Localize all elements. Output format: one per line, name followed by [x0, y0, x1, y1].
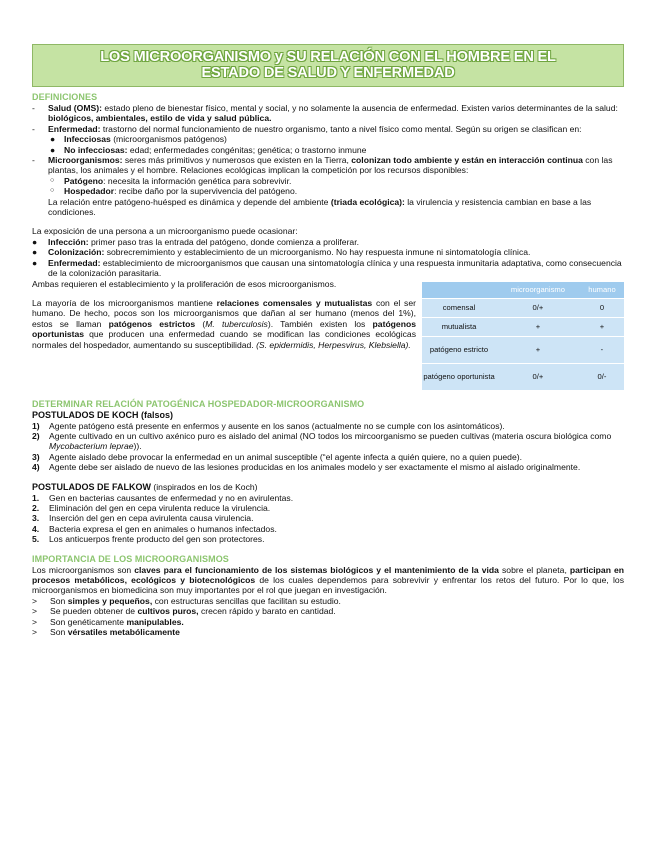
heading-definiciones: DEFINICIONES: [32, 92, 98, 102]
arrow-marker: >: [32, 627, 38, 637]
table-cell: 0/-: [580, 363, 624, 390]
table-row: [422, 363, 624, 390]
title-line-1: LOS MICROORGANISMO y SU RELACIÓN CON EL HOMBRE EN EL: [100, 49, 556, 65]
koch-item: 4) Agente debe ser aislado de nuevo de las lesiones producidas en los animales modelo y ser exactamente el mismo al aislado originalmente.: [32, 462, 581, 473]
bullet-icon: ●: [32, 257, 38, 268]
importancia-item: > Son genéticamente manipulables.: [32, 616, 184, 627]
table-header: humano: [580, 282, 624, 299]
koch-item: 1) Agente patógeno está presente en enfermos y ausente en los sanos (actualmente no se cumple con los asintomáticos).: [32, 420, 505, 431]
falkow-item: 5. Los anticuerpos frente producto del gen son protectores.: [32, 534, 265, 545]
table-cell: patógeno oportunista: [422, 363, 496, 390]
arrow-marker: >: [32, 616, 38, 627]
mayoria-paragraph: La mayoría de los microorganismos mantiene relaciones comensales y mutualistas con el ser humano. De hecho, pocos son los microorganismos que dañan al ser humano (menos del 1%), estos se llaman patógenos estrictos (M. tuberculosis). También existen los patógenos oportunistas que producen una enfermedad cuando se modifican las condiciones ecológicas normales del hospedador, aumentando su susceptibilidad. (S. epidermidis, Herpesvirus, Klebsiella).: [32, 297, 416, 350]
bullet-icon: ●: [32, 247, 38, 258]
bullet-icon: ●: [50, 134, 56, 145]
circle-bullet-icon: ○: [50, 187, 55, 195]
importancia-paragraph: Los microorganismos son claves para el funcionamiento de los sistemas biológicos y el mantenimiento de la vida sobre el planeta, participan en procesos metabólicos, ecológicos y biotecnológicos de los cuales dependemos para sobrevivir y enfrentar los retos del futuro. Por lo que, los microorganismos en biomedicina son muy importantes por el rol que juegan en investigación.: [32, 564, 625, 596]
table-header: microorganismo: [496, 282, 580, 299]
importancia-item: > Son simples y pequeños, con estructuras sencillas que facilitan su estudio.: [32, 595, 341, 606]
circle-bullet-icon: ○: [50, 176, 55, 184]
heading-koch-section: DETERMINAR RELACIÓN PATOGÉNICA HOSPEDADOR-MICROORGANISMO: [32, 398, 365, 409]
falkow-item: 4. Bacteria expresa el gen en animales o humanos infectados.: [32, 523, 277, 534]
def-microorganismos: - Microorganismos: seres más primitivos y numerosos que existen en la Tierra, colonizan todo ambiente y están en interacción continua con las plantas, los animales y el hombre. Relaciones ecológicas implican la competición por los recursos disponibles:: [32, 155, 613, 176]
def-hospedador: ○ Hospedador: recibe daño por la supervivencia del patógeno.: [50, 186, 298, 197]
table-cell: 0/+: [496, 363, 580, 390]
def-patogeno: ○ Patógeno: necesita la información genética para sobrevivir.: [50, 175, 292, 186]
subheading-koch: POSTULADOS DE KOCH (falsos): [32, 409, 174, 420]
bullet-icon: ●: [50, 144, 56, 155]
table-cell: +: [496, 336, 580, 363]
subheading-falkow: POSTULADOS DE FALKOW (inspirados en los de Koch): [32, 481, 258, 492]
mayoria-section: [32, 279, 624, 390]
table-cell: comensal: [422, 298, 496, 317]
exp-enfermedad: ● Enfermedad: establecimiento de microorganismos que causan una sintomatología clínica y una respuesta inmunitaria adaptativa, como consecuencia de la colonización parasitaria.: [32, 257, 622, 279]
dash-marker: -: [32, 103, 35, 113]
table-cell: patógeno estricto: [422, 336, 496, 363]
def-infecciosas: ● Infecciosas (microorganismos patógenos): [50, 134, 227, 145]
exposicion-intro: La exposición de una persona a un microorganismo puede ocasionar:: [32, 226, 298, 237]
title-line-2: ESTADO DE SALUD Y ENFERMEDAD: [201, 65, 455, 81]
table-row: [422, 336, 624, 363]
exp-infeccion: ● Infección: primer paso tras la entrada del patógeno, donde comienza a proliferar.: [32, 236, 359, 247]
table-header-row: [422, 282, 624, 299]
dash-marker: -: [32, 123, 35, 134]
koch-item: 2) Agente cultivado en un cultivo axénico puro es aislado del animal (NO todos los mircoorganismo se pueden cultivas (materia oscura biológica como Mycobacterium leprae)).: [32, 430, 612, 452]
document-page: [32, 44, 624, 637]
exp-ambas: Ambas requieren el establecimiento y la proliferación de esos microorganismos.: [32, 278, 337, 289]
dash-marker: -: [32, 155, 35, 166]
table-row: [422, 317, 624, 336]
falkow-item: 2. Eliminación del gen en cepa virulenta reduce la virulencia.: [32, 502, 271, 513]
exp-colonizacion: ● Colonización: sobrecremimiento y establecimiento de un microorganismo. No hay respuesta inmune ni sintomatología clínica.: [32, 247, 531, 258]
falkow-item: 3. Inserción del gen en cepa avirulenta causa virulencia.: [32, 513, 254, 524]
table-row: [422, 298, 624, 317]
koch-item: 3) Agente aislado debe provocar la enfermedad en un animal susceptible (“el agente infecta a quién quiere, no a quien puede).: [32, 451, 522, 462]
table-cell: mutualista: [422, 317, 496, 336]
def-no-infecciosas: ● No infecciosas: edad; enfermedades congénitas; genética; o trastorno inmune: [50, 144, 367, 155]
table-cell: +: [580, 317, 624, 336]
def-enfermedad: - Enfermedad: trastorno del normal funcionamiento de nuestro organismo, tanto a nivel físico como mental. Según su origen se clasifican en:: [32, 123, 582, 134]
heading-importancia: IMPORTANCIA DE LOS MICROORGANISMOS: [32, 553, 229, 564]
table-cell: -: [580, 336, 624, 363]
def-relacion: La relación entre patógeno-huésped es dinámica y depende del ambiente (triada ecológica): la virulencia y resistencia cambian en base a las condiciones.: [48, 196, 592, 218]
relations-table: [422, 282, 624, 390]
importancia-item: > Se pueden obtener de cultivos puros, crecen rápido y barato en cantidad.: [32, 606, 336, 617]
table-cell: +: [496, 317, 580, 336]
arrow-marker: >: [32, 595, 38, 606]
def-salud: - Salud (OMS): estado pleno de bienestar físico, mental y social, y no solamente la ausencia de enfermedad. Existen varios determinantes de la salud: biológicos, ambientales, estilo de vida y salud pública.: [32, 103, 618, 124]
table-cell: 0: [580, 298, 624, 317]
title-banner: [32, 44, 624, 87]
falkow-item: 1. Gen en bacterias causantes de enfermedad y no en avirulentas.: [32, 492, 294, 503]
table-cell: 0/+: [496, 298, 580, 317]
arrow-marker: >: [32, 606, 38, 617]
bullet-icon: ●: [32, 236, 38, 247]
table-header: [422, 282, 496, 299]
importancia-item: > Son vérsatiles metabólicamente: [32, 627, 180, 637]
